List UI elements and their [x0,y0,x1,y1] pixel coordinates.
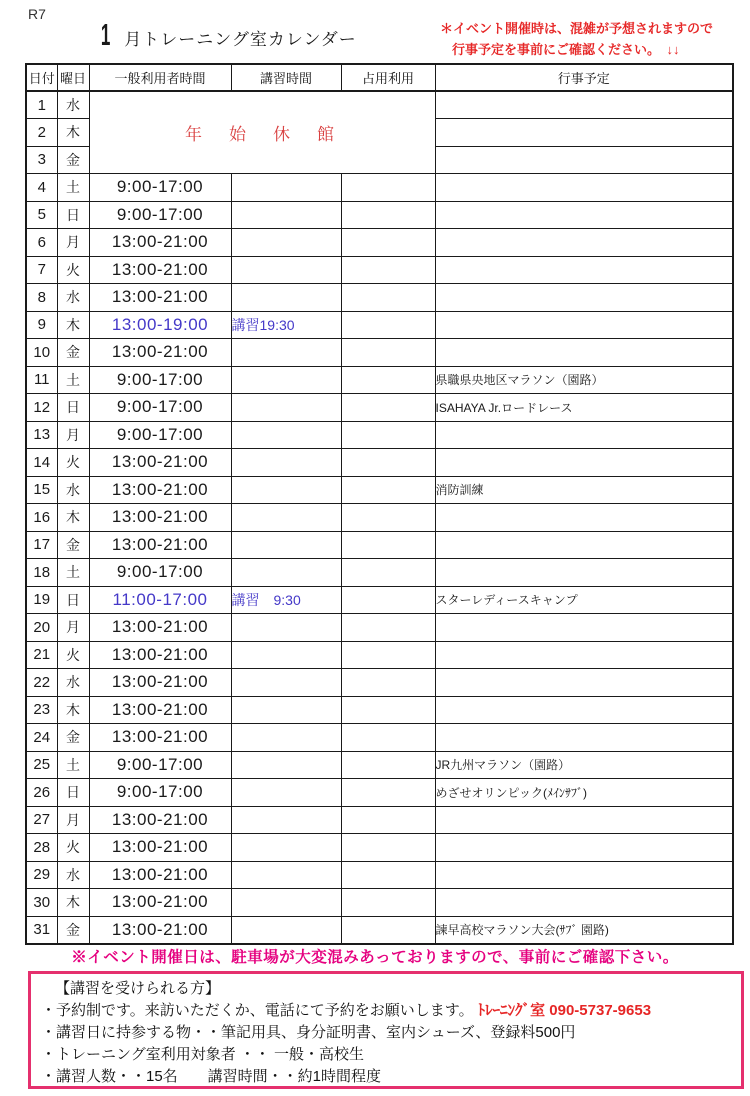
course-info-capacity: ・講習人数・・15名 講習時間・・約1時間程度 [41,1068,382,1085]
event-cell [435,861,733,889]
general-hours-cell: 9:00-17:00 [89,421,231,449]
calendar-row [26,614,733,642]
event-cell [435,614,733,642]
month-number: 1 [100,17,111,52]
calendar-row [26,669,733,697]
private-use-cell [341,586,435,614]
event-cell [435,91,733,119]
date-cell: 2 [26,119,57,147]
course-time-cell [231,366,341,394]
day-cell: 金 [57,724,89,752]
course-time-cell [231,229,341,257]
date-cell: 19 [26,586,57,614]
day-cell: 木 [57,311,89,339]
date-cell: 12 [26,394,57,422]
private-use-cell [341,531,435,559]
event-cell [435,146,733,174]
general-hours-cell: 13:00-21:00 [89,724,231,752]
general-hours-cell: 13:00-21:00 [89,669,231,697]
course-time-cell [231,696,341,724]
course-time-cell [231,394,341,422]
calendar-row [26,586,733,614]
date-cell: 25 [26,751,57,779]
general-hours-cell: 13:00-21:00 [89,504,231,532]
general-hours-cell: 9:00-17:00 [89,751,231,779]
day-cell: 土 [57,366,89,394]
day-cell: 火 [57,834,89,862]
calendar-row [26,531,733,559]
date-cell: 10 [26,339,57,367]
date-cell: 9 [26,311,57,339]
event-cell [435,559,733,587]
event-cell [435,449,733,477]
day-cell: 火 [57,449,89,477]
course-time-cell [231,751,341,779]
private-use-cell [341,669,435,697]
event-cell [435,504,733,532]
event-cell: 消防訓練 [435,476,733,504]
private-use-cell [341,421,435,449]
column-header: 日付 [26,64,57,91]
private-use-cell [341,696,435,724]
calendar-header-row [26,64,733,91]
general-hours-cell: 9:00-17:00 [89,779,231,807]
event-cell [435,696,733,724]
course-time-cell: 講習 9:30 [231,586,341,614]
general-hours-cell: 13:00-21:00 [89,284,231,312]
calendar-row [26,641,733,669]
private-use-cell [341,641,435,669]
calendar-row [26,421,733,449]
date-cell: 7 [26,256,57,284]
private-use-cell [341,366,435,394]
date-cell: 16 [26,504,57,532]
day-cell: 月 [57,614,89,642]
day-cell: 木 [57,119,89,147]
date-cell: 24 [26,724,57,752]
day-cell: 木 [57,504,89,532]
private-use-cell [341,724,435,752]
event-cell [435,256,733,284]
date-cell: 1 [26,91,57,119]
private-use-cell [341,476,435,504]
calendar-table [25,63,734,945]
day-cell: 月 [57,421,89,449]
day-cell: 土 [57,559,89,587]
course-time-cell [231,834,341,862]
date-cell: 31 [26,916,57,944]
calendar-row [26,91,733,119]
general-hours-cell: 11:00-17:00 [89,586,231,614]
private-use-cell [341,806,435,834]
event-cell: めざせオリンピック(ﾒｲﾝｻﾌﾞ) [435,779,733,807]
event-cell [435,641,733,669]
event-cell [435,339,733,367]
private-use-cell [341,834,435,862]
date-cell: 28 [26,834,57,862]
event-cell [435,724,733,752]
event-cell: 県職県央地区マラソン（園路） [435,366,733,394]
day-cell: 月 [57,229,89,257]
private-use-cell [341,614,435,642]
day-cell: 金 [57,531,89,559]
date-cell: 20 [26,614,57,642]
general-hours-cell: 13:00-21:00 [89,834,231,862]
event-cell: スターレディースキャンプ [435,586,733,614]
private-use-cell [341,284,435,312]
date-cell: 27 [26,806,57,834]
private-use-cell [341,174,435,202]
date-cell: 4 [26,174,57,202]
date-cell: 17 [26,531,57,559]
private-use-cell [341,394,435,422]
day-cell: 日 [57,394,89,422]
general-hours-cell: 13:00-21:00 [89,889,231,917]
general-hours-cell: 13:00-21:00 [89,449,231,477]
date-cell: 22 [26,669,57,697]
calendar-row [26,916,733,944]
course-info-title: 【講習を受けられる方】 [55,980,221,997]
course-time-cell [231,724,341,752]
course-time-cell [231,339,341,367]
column-header: 曜日 [57,64,89,91]
event-cell: JR九州マラソン（園路） [435,751,733,779]
course-time-cell [231,889,341,917]
private-use-cell [341,229,435,257]
calendar-row [26,476,733,504]
calendar-row [26,806,733,834]
date-cell: 29 [26,861,57,889]
calendar-row [26,696,733,724]
event-cell [435,229,733,257]
calendar-row [26,861,733,889]
event-cell [435,669,733,697]
date-cell: 8 [26,284,57,312]
day-cell: 水 [57,476,89,504]
event-cell [435,806,733,834]
calendar-row [26,834,733,862]
date-cell: 18 [26,559,57,587]
event-crowding-notice [440,18,748,60]
date-cell: 11 [26,366,57,394]
course-time-cell [231,504,341,532]
day-cell: 金 [57,146,89,174]
day-cell: 土 [57,174,89,202]
event-cell [435,284,733,312]
private-use-cell [341,559,435,587]
calendar-row [26,779,733,807]
general-hours-cell: 9:00-17:00 [89,366,231,394]
calendar-row [26,284,733,312]
column-header: 一般利用者時間 [89,64,231,91]
calendar-row [26,366,733,394]
day-cell: 水 [57,669,89,697]
event-cell [435,421,733,449]
course-time-cell [231,806,341,834]
general-hours-cell: 9:00-17:00 [89,174,231,202]
calendar-row [26,559,733,587]
day-cell: 金 [57,339,89,367]
calendar-row [26,256,733,284]
calendar-row [26,201,733,229]
date-cell: 13 [26,421,57,449]
general-hours-cell: 9:00-17:00 [89,394,231,422]
course-time-cell [231,201,341,229]
calendar-row [26,174,733,202]
general-hours-cell: 9:00-17:00 [89,559,231,587]
day-cell: 水 [57,91,89,119]
course-info-reservation [41,1000,731,1022]
date-cell: 21 [26,641,57,669]
private-use-cell [341,504,435,532]
private-use-cell [341,311,435,339]
event-cell [435,834,733,862]
general-hours-cell: 13:00-21:00 [89,916,231,944]
date-cell: 14 [26,449,57,477]
date-cell: 5 [26,201,57,229]
general-hours-cell: 13:00-19:00 [89,311,231,339]
column-header: 講習時間 [231,64,341,91]
private-use-cell [341,889,435,917]
calendar-row [26,229,733,257]
page-title [97,18,357,52]
course-info-eligibility: ・トレーニング室利用対象者 ・・ 一般・高校生 [41,1046,365,1063]
course-time-cell [231,669,341,697]
general-hours-cell: 13:00-21:00 [89,476,231,504]
course-info-box [28,971,744,1089]
general-hours-cell: 13:00-21:00 [89,531,231,559]
course-time-cell [231,476,341,504]
course-info-items: ・講習日に持参する物・・筆記用具、身分証明書、室内シューズ、登録料500円 [41,1024,576,1041]
parking-note: ※イベント開催日は、駐車場が大変混みあっておりますので、事前にご確認下さい。 [71,949,679,966]
course-time-cell [231,641,341,669]
calendar-row [26,311,733,339]
private-use-cell [341,779,435,807]
private-use-cell [341,916,435,944]
day-cell: 日 [57,779,89,807]
calendar-row [26,889,733,917]
event-cell [435,201,733,229]
event-cell: ISAHAYA Jr.ロードレース [435,394,733,422]
course-time-cell [231,916,341,944]
private-use-cell [341,449,435,477]
date-cell: 3 [26,146,57,174]
training-room-phone: ﾄﾚｰﾆﾝｸﾞ室 090-5737-9653 [477,1002,652,1019]
day-cell: 火 [57,641,89,669]
event-crowding-notice-line2: 行事予定を事前にご確認ください。 ↓↓ [452,42,680,57]
private-use-cell [341,256,435,284]
era-label: R7 [28,6,46,22]
general-hours-cell: 13:00-21:00 [89,641,231,669]
title-text: 月トレーニング室カレンダー [124,30,357,49]
day-cell: 月 [57,806,89,834]
event-crowding-notice-line1: ＊イベント開催時は、混雑が予想されますので [440,21,714,36]
date-cell: 6 [26,229,57,257]
new-year-closure-cell: 年 始 休 館 [89,91,435,174]
column-header: 占用利用 [341,64,435,91]
private-use-cell [341,201,435,229]
general-hours-cell: 13:00-21:00 [89,696,231,724]
general-hours-cell: 13:00-21:00 [89,339,231,367]
event-cell [435,119,733,147]
course-time-cell [231,861,341,889]
day-cell: 水 [57,861,89,889]
date-cell: 15 [26,476,57,504]
general-hours-cell: 13:00-21:00 [89,806,231,834]
course-time-cell [231,256,341,284]
course-info-reservation-text: ・予約制です。来訪いただくか、電話にて予約をお願いします。 [41,1002,474,1019]
calendar-row [26,724,733,752]
calendar-row [26,394,733,422]
general-hours-cell: 9:00-17:00 [89,201,231,229]
calendar-row [26,339,733,367]
date-cell: 26 [26,779,57,807]
column-header: 行事予定 [435,64,733,91]
course-time-cell [231,559,341,587]
day-cell: 金 [57,916,89,944]
day-cell: 土 [57,751,89,779]
date-cell: 23 [26,696,57,724]
private-use-cell [341,339,435,367]
private-use-cell [341,861,435,889]
calendar-row [26,504,733,532]
course-time-cell [231,779,341,807]
private-use-cell [341,751,435,779]
calendar-row [26,449,733,477]
event-cell [435,889,733,917]
date-cell: 30 [26,889,57,917]
general-hours-cell: 13:00-21:00 [89,256,231,284]
course-time-cell [231,614,341,642]
day-cell: 水 [57,284,89,312]
course-time-cell [231,421,341,449]
day-cell: 木 [57,889,89,917]
day-cell: 日 [57,201,89,229]
event-cell [435,311,733,339]
course-time-cell: 講習19:30 [231,311,341,339]
general-hours-cell: 13:00-21:00 [89,861,231,889]
calendar-row [26,751,733,779]
course-time-cell [231,449,341,477]
day-cell: 日 [57,586,89,614]
day-cell: 木 [57,696,89,724]
course-time-cell [231,531,341,559]
event-cell [435,174,733,202]
course-time-cell [231,174,341,202]
general-hours-cell: 13:00-21:00 [89,229,231,257]
course-time-cell [231,284,341,312]
general-hours-cell: 13:00-21:00 [89,614,231,642]
event-cell: 諫早高校マラソン大会(ｻﾌﾞ 園路) [435,916,733,944]
event-cell [435,531,733,559]
day-cell: 火 [57,256,89,284]
